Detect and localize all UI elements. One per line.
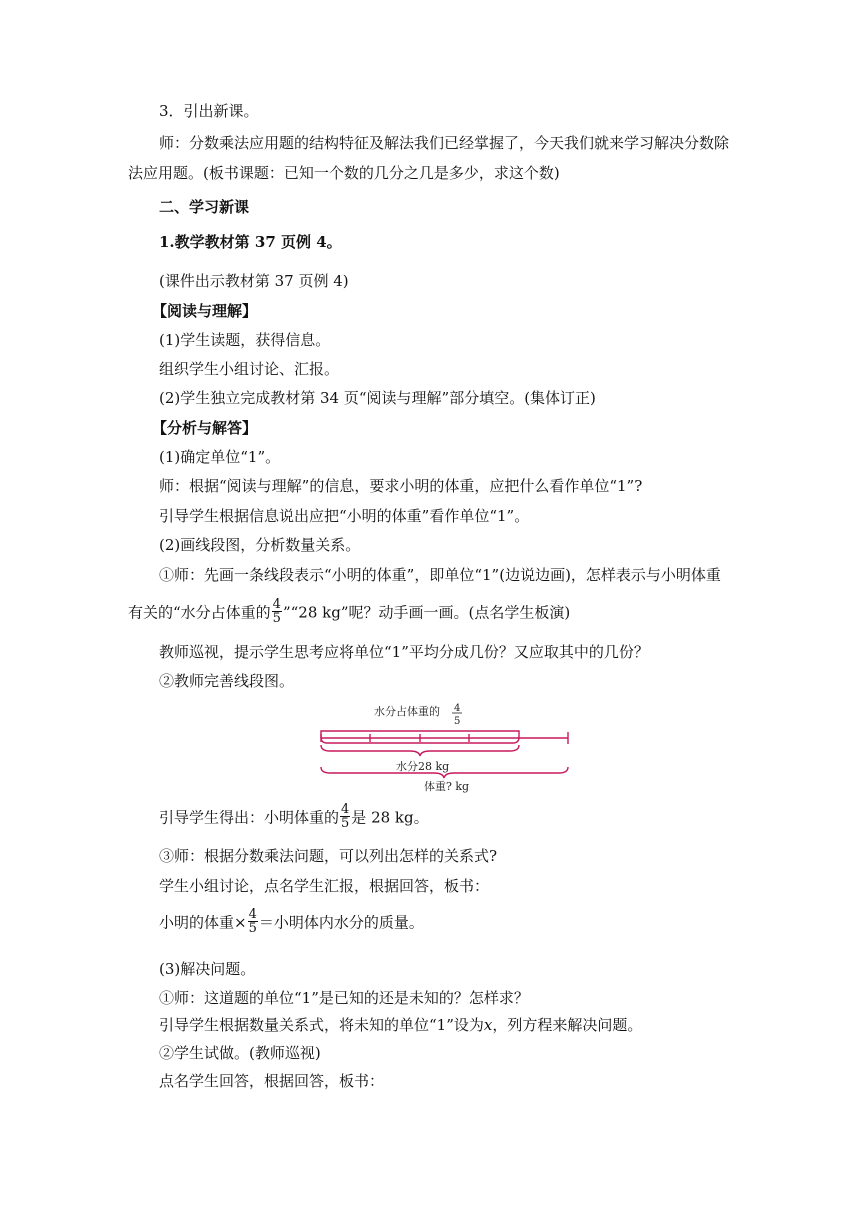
paragraph-analyze-1: (1)确定单位“1”。 xyxy=(159,448,281,466)
paragraph-intro-new-lesson: 3．引出新课。 xyxy=(159,102,259,120)
paragraph-relation-formula xyxy=(159,907,424,937)
fraction-four-fifths xyxy=(340,803,350,830)
solve-guide-suffix: ，列方程来解决问题。 xyxy=(492,1016,643,1034)
variable-x: x xyxy=(483,1016,493,1034)
paragraph-analyze-5: ①师：先画一条线段表示“小明的体重”，即单位“1”(边说边画)，怎样表示与小明体重 xyxy=(159,566,721,584)
diagram-mid-brace xyxy=(321,745,519,756)
paragraph-analyze-6 xyxy=(128,597,571,627)
paragraph-read-2: 组织学生小组讨论、汇报。 xyxy=(159,360,340,378)
formula-prefix: 小明的体重× xyxy=(159,913,247,932)
heading-example-4: 1.教学教材第 37 页例 4。 xyxy=(159,233,342,251)
diagram-mid-label: 水分28 kg xyxy=(396,760,450,773)
paragraph-analyze-3: 引导学生根据信息说出应把“小明的体重”看作单位“1”。 xyxy=(159,507,530,525)
paragraph-courseware-show: (课件出示教材第 37 页例 4) xyxy=(159,272,349,290)
diagram-top-frac-num: 4 xyxy=(454,703,461,714)
paragraph-solve-guide xyxy=(159,1015,642,1035)
paragraph-solve-question: ①师：这道题的单位“1”是已知的还是未知的？怎样求？ xyxy=(159,989,529,1007)
guide-1-suffix: 是 28 kg。 xyxy=(351,808,429,827)
paragraph-teacher-intro-1: 师：分数乘法应用题的结构特征及解法我们已经掌握了，今天我们就来学习解决分数除 xyxy=(159,134,730,152)
paragraph-read-1: (1)学生读题，获得信息。 xyxy=(159,331,331,349)
guide-1-prefix: 引导学生得出：小明体重的 xyxy=(159,808,340,827)
paragraph-analyze-8: ②教师完善线段图。 xyxy=(159,672,295,690)
diagram-top-label: 水分占体重的 xyxy=(374,705,440,718)
paragraph-guide-1 xyxy=(159,802,429,832)
paragraph-read-3: (2)学生独立完成教材第 34 页“阅读与理解”部分填空。(集体订正) xyxy=(159,389,596,407)
fraction-four-fifths xyxy=(248,908,258,935)
fraction-four-fifths xyxy=(272,598,282,625)
diagram-top-frac-den: 5 xyxy=(454,716,461,727)
heading-read-understand: 【阅读与理解】 xyxy=(152,302,258,320)
paragraph-group-discussion: 学生小组讨论，点名学生汇报，根据回答，板书： xyxy=(159,877,490,895)
paragraph-student-try: ②学生试做。(教师巡视) xyxy=(159,1044,321,1062)
fraction-denominator: 5 xyxy=(341,816,350,831)
heading-analyze-answer: 【分析与解答】 xyxy=(152,419,258,437)
formula-suffix: ＝小明体内水分的质量。 xyxy=(258,913,424,932)
paragraph-analyze-4: (2)画线段图，分析数量关系。 xyxy=(159,536,361,554)
fraction-numerator: 4 xyxy=(341,802,350,817)
paragraph-analyze-7: 教师巡视，提示学生思考应将单位“1”平均分成几份？又应取其中的几份？ xyxy=(159,643,649,661)
paragraph-teacher-intro-2: 法应用题。(板书课题：已知一个数的几分之几是多少，求这个数) xyxy=(128,164,560,182)
solve-guide-prefix: 引导学生根据数量关系式，将未知的单位“1”设为 xyxy=(159,1016,484,1034)
diagram-bottom-label: 体重? kg xyxy=(424,780,470,793)
fraction-denominator: 5 xyxy=(272,611,281,626)
paragraph-student-answer: 点名学生回答，根据回答，板书： xyxy=(159,1072,385,1090)
analyze-6-suffix: ”“28 kg”呢？动手画一画。(点名学生板演) xyxy=(282,603,571,622)
analyze-6-prefix: 有关的“水分占体重的 xyxy=(128,603,271,622)
fraction-numerator: 4 xyxy=(248,907,257,922)
fraction-numerator: 4 xyxy=(272,597,281,612)
paragraph-analyze-2: 师：根据“阅读与理解”的信息，要求小明的体重，应把什么看作单位“1”? xyxy=(159,477,643,495)
paragraph-relation-question: ③师：根据分数乘法问题，可以列出怎样的关系式? xyxy=(159,847,498,865)
fraction-denominator: 5 xyxy=(248,921,257,936)
paragraph-solve-heading: (3)解决问题。 xyxy=(159,960,256,978)
section-heading-learn-new: 二、学习新课 xyxy=(159,198,250,216)
line-segment-diagram xyxy=(318,697,570,793)
